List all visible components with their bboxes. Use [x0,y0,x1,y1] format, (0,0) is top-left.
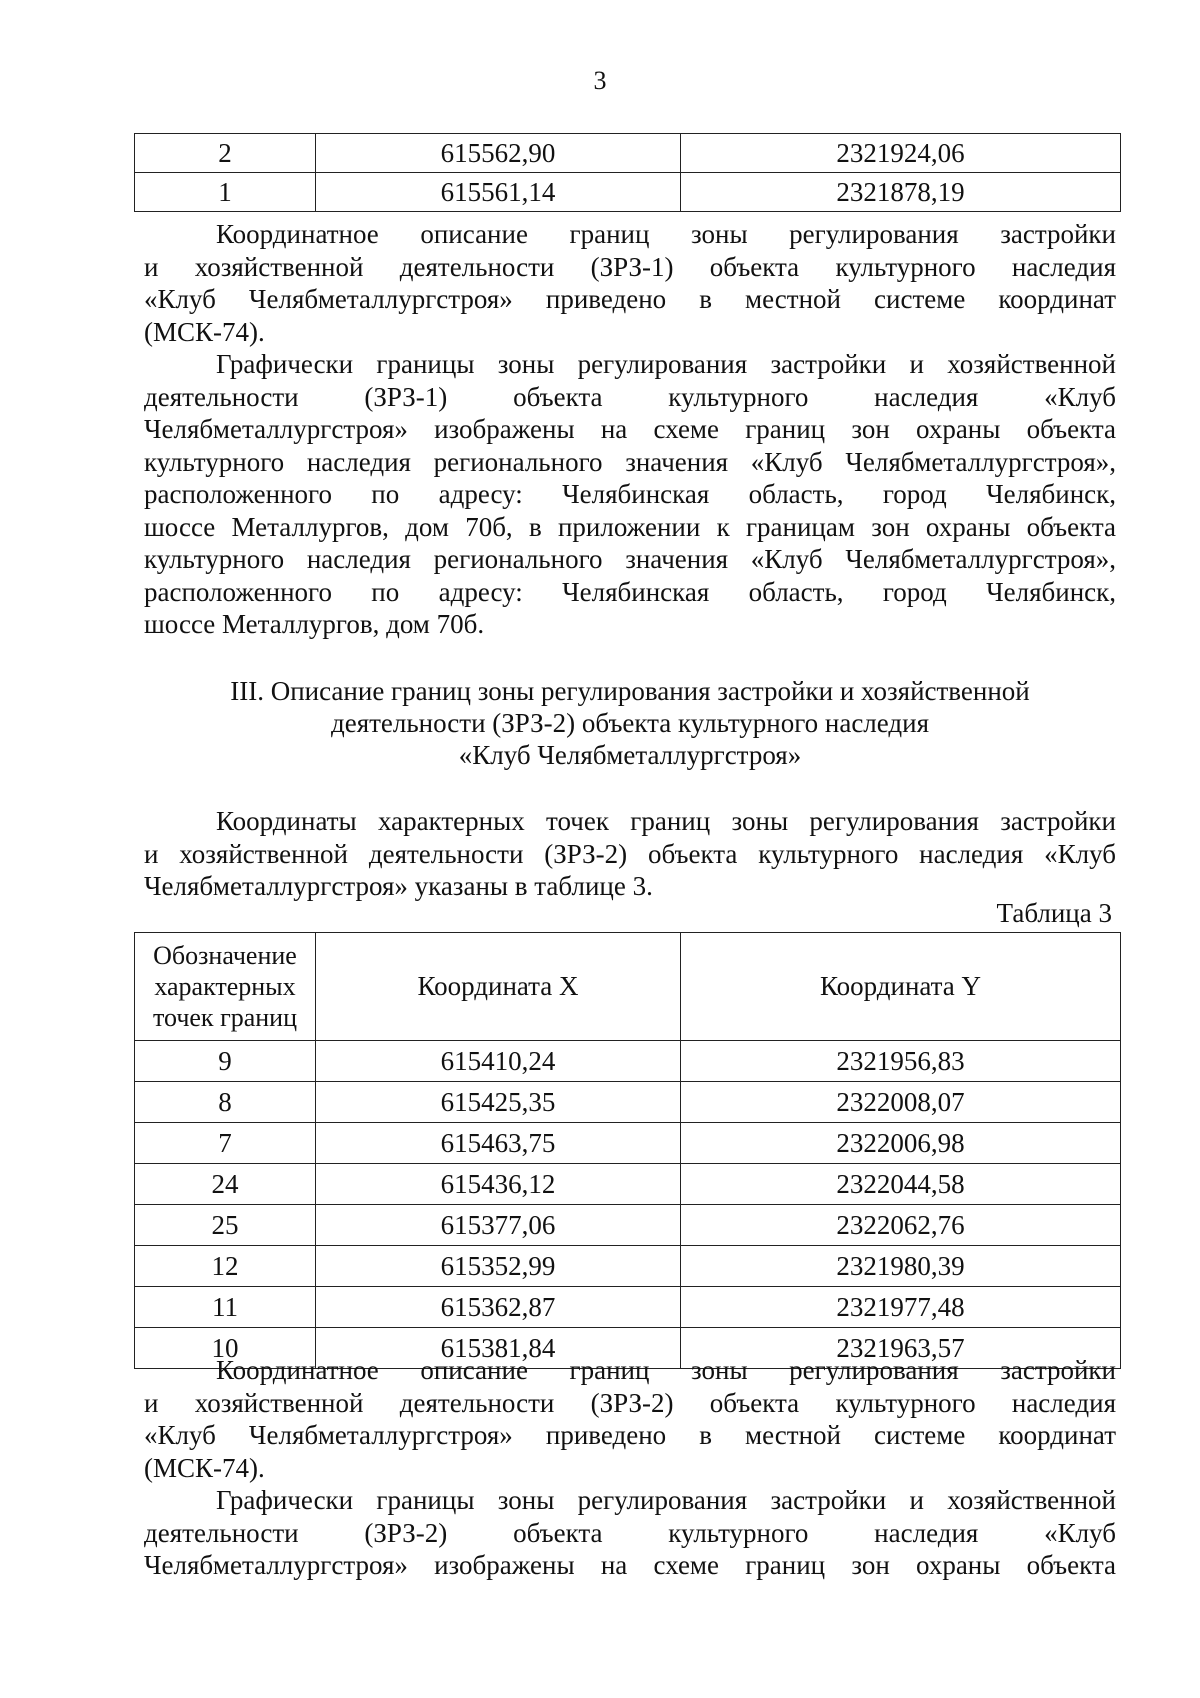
y-cell: 2321924,06 [681,134,1121,173]
x-cell: 615410,24 [316,1041,681,1082]
header-coordinate-y: Координата Y [681,933,1121,1041]
table-row [135,1164,1121,1205]
y-cell: 2321977,48 [681,1287,1121,1328]
heading-line: деятельности (ЗРЗ-2) объекта культурного наследия [330,708,930,738]
text-line: Челябметаллургстроя» изображены на схеме границ зон охраны объекта [144,414,1116,444]
text-line: расположенного по адресу: Челябинская область, город Челябинск, [144,576,1116,607]
table-caption: Таблица 3 [996,898,1112,928]
coordinates-table-continued [134,133,1121,212]
point-cell: 7 [135,1123,316,1164]
x-cell: 615381,84 [316,1328,681,1369]
x-cell: 615352,99 [316,1246,681,1287]
text-line: «Клуб Челябметаллургстроя» приведено в местной системе координат [144,1420,1116,1450]
y-cell: 2322062,76 [681,1205,1121,1246]
text-line: культурного наследия регионального значения «Клуб Челябметаллургстроя», [144,446,1116,477]
text-line: Графически границы зоны регулирования застройки и хозяйственной [216,349,1116,379]
table-row [135,134,1121,173]
x-cell: 615561,14 [316,173,681,212]
point-cell: 2 [135,134,316,173]
point-cell: 12 [135,1246,316,1287]
section-heading [144,675,1116,771]
header-line: точек границ [152,1003,298,1032]
paragraph-graphic-description-zrz2 [144,1484,1116,1582]
paragraph-coordinate-description-zrz1 [144,218,1116,348]
table-row [135,173,1121,212]
y-cell: 2322006,98 [681,1123,1121,1164]
text-line: «Клуб Челябметаллургстроя» приведено в местной системе координат [144,284,1116,314]
y-cell: 2321878,19 [681,173,1121,212]
text-line: деятельности (ЗРЗ-2) объекта культурного наследия «Клуб [144,1517,1116,1548]
text-line: (МСК-74). [144,316,265,347]
text-line: и хозяйственной деятельности (ЗРЗ-2) объекта культурного наследия «Клуб [144,838,1116,869]
page-number: 3 [593,66,607,95]
paragraph-table-intro [144,805,1116,903]
coordinates-table-3 [134,932,1121,1369]
heading-line: III. Описание границ зоны регулирования застройки и хозяйственной [230,676,1030,706]
text-line: Челябметаллургстроя» изображены на схеме границ зон охраны объекта [144,1550,1116,1580]
text-line: расположенного по адресу: Челябинская область, город Челябинск, [144,479,1116,509]
table-row [135,1205,1121,1246]
text-line: и хозяйственной деятельности (ЗРЗ-2) объекта культурного наследия [144,1387,1116,1418]
point-cell: 25 [135,1205,316,1246]
table-row [135,1287,1121,1328]
y-cell: 2321956,83 [681,1041,1121,1082]
text-line: Графически границы зоны регулирования застройки и хозяйственной [216,1485,1116,1515]
text-line: шоссе Металлургов, дом 70б. [144,609,485,639]
text-line: и хозяйственной деятельности (ЗРЗ-1) объекта культурного наследия [144,251,1116,282]
text-line: культурного наследия регионального значения «Клуб Челябметаллургстроя», [144,544,1116,574]
table-row [135,1123,1121,1164]
y-cell: 2321963,57 [681,1328,1121,1369]
y-cell: 2322044,58 [681,1164,1121,1205]
text-line: деятельности (ЗРЗ-1) объекта культурного наследия «Клуб [144,381,1116,412]
table-header-row [135,933,1121,1041]
point-cell: 1 [135,173,316,212]
table-row [135,1082,1121,1123]
point-cell: 24 [135,1164,316,1205]
point-cell: 9 [135,1041,316,1082]
x-cell: 615463,75 [316,1123,681,1164]
text-line: Координатное описание границ зоны регулирования застройки [216,219,1116,249]
text-line: (МСК-74). [144,1452,265,1483]
x-cell: 615377,06 [316,1205,681,1246]
table-row [135,1041,1121,1082]
text-line: Координаты характерных точек границ зоны регулирования застройки [216,806,1116,836]
header-line: Обозначение [153,941,297,970]
x-cell: 615362,87 [316,1287,681,1328]
x-cell: 615425,35 [316,1082,681,1123]
point-cell: 11 [135,1287,316,1328]
text-line: Челябметаллургстроя» указаны в таблице 3. [144,871,653,901]
paragraph-graphic-description-zrz1 [144,348,1116,641]
x-cell: 615562,90 [316,134,681,173]
header-line: характерных [154,972,296,1001]
paragraph-coordinate-description-zrz2 [144,1354,1116,1484]
text-line: Координатное описание границ зоны регулирования застройки [216,1355,1116,1385]
y-cell: 2322008,07 [681,1082,1121,1123]
header-point-designation [135,933,316,1041]
text-line: шоссе Металлургов, дом 70б, в приложении к границам зон охраны объекта [144,511,1116,542]
point-cell: 10 [135,1328,316,1369]
table-row [135,1246,1121,1287]
heading-line: «Клуб Челябметаллургстроя» [458,740,802,770]
y-cell: 2321980,39 [681,1246,1121,1287]
x-cell: 615436,12 [316,1164,681,1205]
header-coordinate-x: Координата X [316,933,681,1041]
point-cell: 8 [135,1082,316,1123]
